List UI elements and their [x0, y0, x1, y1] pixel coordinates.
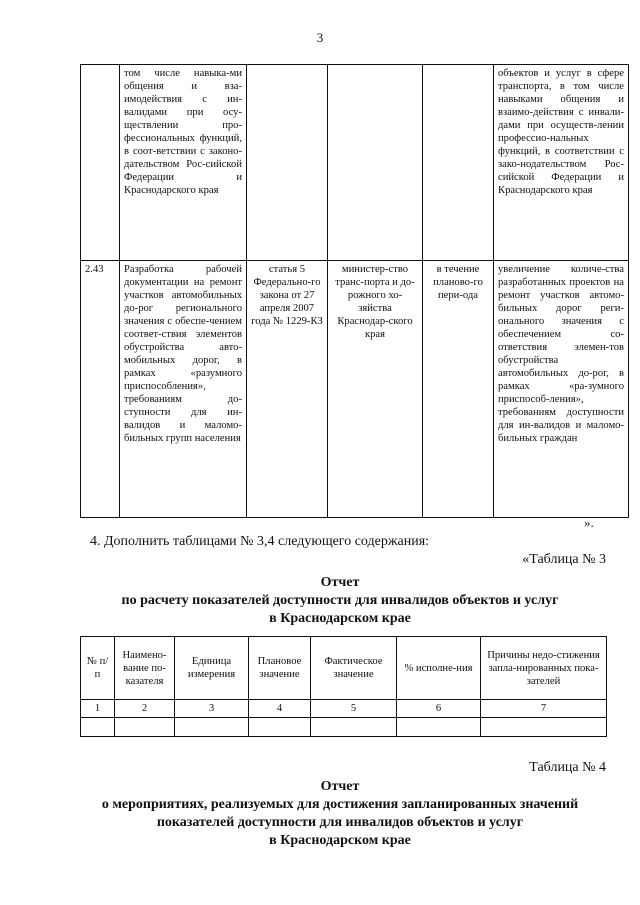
cell-executor: министер-ство транс-порта и до-рожного хо-зяйства Краснодар-ского края [328, 261, 423, 518]
measures-table [80, 64, 629, 518]
index-cell: 6 [397, 700, 481, 718]
header-cell: Наимено-вание по-казателя [115, 637, 175, 700]
empty-cell [81, 718, 115, 737]
index-cell: 4 [249, 700, 311, 718]
table3-title [70, 574, 610, 628]
empty-cell [115, 718, 175, 737]
table3-caption: «Таблица № 3 [522, 552, 606, 567]
table4-title-line1: Отчет [320, 779, 360, 794]
table3-header-row [81, 637, 607, 700]
index-cell: 7 [481, 700, 607, 718]
cell-executor-empty [328, 65, 423, 261]
cell-measure-name: том числе навыка-ми общения и вза-имодействия с ин-валидами при осу-ществлении про-фессиональных функций, в соот-ветствии с законо-дательством Рос-сийской Федерации и Краснодарского края [120, 65, 247, 261]
closing-quote: ». [584, 515, 594, 530]
empty-cell [175, 718, 249, 737]
cell-law-empty [247, 65, 328, 261]
index-cell: 2 [115, 700, 175, 718]
table3-title-line2: по расчету показателей доступности для инвалидов объектов и услуг [121, 593, 559, 608]
index-cell: 3 [175, 700, 249, 718]
empty-cell [481, 718, 607, 737]
cell-result: объектов и услуг в сфере транспорта, в том числе навыками общения и взаимо-действия с инвали-дами при осуществ-лении профессио-нальных функций, в соответствии с зако-нодательством Рос-сийской Федерации и Краснодарского края [494, 65, 629, 261]
cell-result: увеличение количе-ства разработанных проектов на ремонт участков автомо-бильных дорог реги-онального значения с обеспечением со-ответствия элемен-тов обустройства автомобильных до-рог, в рамках «ра-зумного приспособ-ления», требованиям доступности для ин-валидов и маломо-бильных граждан [494, 261, 629, 518]
header-cell: Плановое значение [249, 637, 311, 700]
table-row-continuation [81, 65, 629, 261]
index-cell: 5 [311, 700, 397, 718]
table3-title-line1: Отчет [320, 575, 360, 590]
table4-title-line4: в Краснодарском крае [269, 833, 411, 848]
cell-term-empty [423, 65, 494, 261]
table3-title-line3: в Краснодарском крае [269, 611, 411, 626]
table3-empty-row [81, 718, 607, 737]
header-cell: Фактическое значение [311, 637, 397, 700]
table3-index-row [81, 700, 607, 718]
header-cell: № п/п [81, 637, 115, 700]
cell-number-empty [81, 65, 120, 261]
cell-number: 2.43 [81, 261, 120, 518]
header-cell: Единица измерения [175, 637, 249, 700]
empty-cell [249, 718, 311, 737]
index-cell: 1 [81, 700, 115, 718]
header-cell: % исполне-ния [397, 637, 481, 700]
paragraph-4: 4. Дополнить таблицами № 3,4 следующего содержания: [90, 534, 430, 549]
cell-measure-name: Разработка рабочей документации на ремонт участков автомобильных до-рог регионального значения с обеспе-чением соответ-ствия элементов обустройства авто-мобильных дорог, в рамках «разумного приспособления», требованиям до-ступности для ин-валидов и маломо-бильных групп населения [120, 261, 247, 518]
cell-term: в течение планово-го пери-ода [423, 261, 494, 518]
header-cell: Причины недо-стижения запла-нированных пока-зателей [481, 637, 607, 700]
indicators-table [80, 636, 607, 737]
cell-law: статья 5 Федерально-го закона от 27 апреля 2007 года № 1229-КЗ [247, 261, 328, 518]
table4-title-line2: о мероприятиях, реализуемых для достижения запланированных значений [101, 797, 579, 812]
table4-caption: Таблица № 4 [529, 760, 606, 775]
empty-cell [397, 718, 481, 737]
empty-cell [311, 718, 397, 737]
table4-title [70, 778, 610, 850]
table-row-2-43 [81, 261, 629, 518]
table4-title-line3: показателей доступности для инвалидов объектов и услуг [156, 815, 524, 830]
page-number: 3 [316, 30, 324, 45]
